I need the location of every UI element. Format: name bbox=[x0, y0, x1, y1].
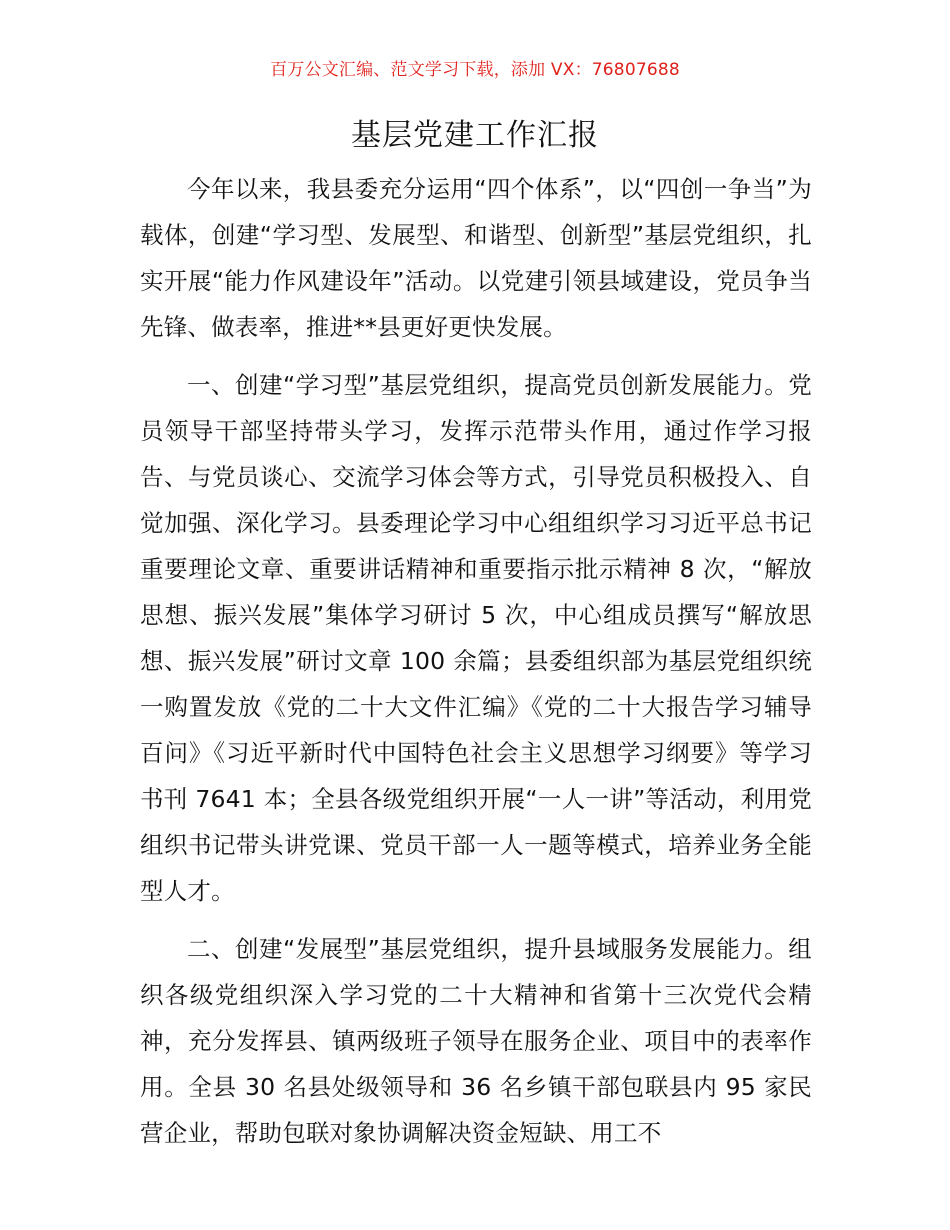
paragraph-intro: 今年以来，我县委充分运用“四个体系”，以“四创一争当”为载体，创建“学习型、发展型、和谐型、创新型”基层党组织，扎实开展“能力作风建设年”活动。以党建引领县域建设，党员争当先锋、做表率，推进**县更好更快发展。 bbox=[140, 175, 812, 341]
promo-banner: 百万公文汇编、范文学习下载，添加 VX：76807688 bbox=[270, 60, 680, 80]
document-title: 基层党建工作汇报 bbox=[351, 118, 599, 153]
document-body bbox=[140, 166, 812, 1168]
paragraph-section-1: 一、创建“学习型”基层党组织，提高党员创新发展能力。党员领导干部坚持带头学习，发挥示范带头作用，通过作学习报告、与党员谈心、交流学习体会等方式，引导党员积极投入、自觉加强、深化学习。县委理论学习中心组组织学习习近平总书记重要理论文章、重要讲话精神和重要指示批示精神 8 次，“解放思想、振兴发展”集体学习研讨 5 次，中心组成员撰写“解放思想、振兴发展”研讨文章 100 余篇；县委组织部为基层党组织统一购置发放《党的二十大文件汇编》《党的二十大报告学习辅导百问》《习近平新时代中国特色社会主义思想学习纲要》等学习书刊 7641 本；全县各级党组织开展“一人一讲”等活动，利用党组织书记带头讲党课、党员干部一人一题等模式，培养业务全能型人才。 bbox=[140, 371, 812, 905]
paragraph-section-2: 二、创建“发展型”基层党组织，提升县域服务发展能力。组织各级党组织深入学习党的二十大精神和省第十三次党代会精神，充分发挥县、镇两级班子领导在服务企业、项目中的表率作用。全县 30 名县处级领导和 36 名乡镇干部包联县内 95 家民营企业，帮助包联对象协调解决资金短缺、用工不 bbox=[140, 935, 812, 1147]
